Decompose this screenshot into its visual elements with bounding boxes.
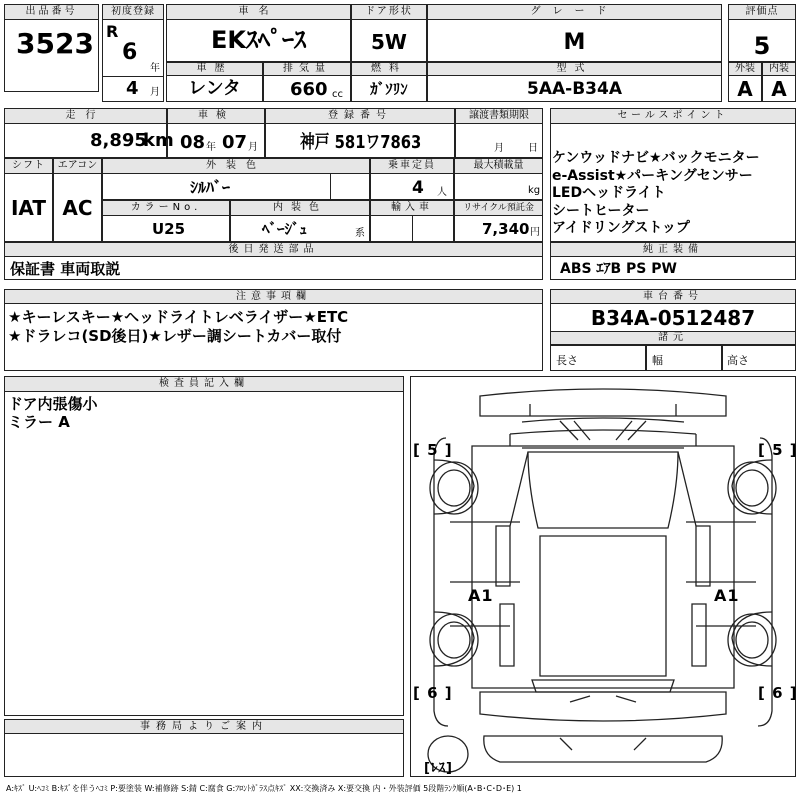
first-reg-year-unit: 年: [150, 63, 160, 74]
chassis-header: 車台番号: [550, 289, 796, 304]
displacement-header: 排気量: [263, 62, 351, 76]
transfer-deadline-month-unit: 月: [494, 143, 504, 154]
inspection-month: 07: [222, 132, 248, 153]
inspection-header: 車検: [167, 108, 265, 124]
recycle-header: リサイクル預託金: [454, 200, 543, 216]
sales-point-item: アイドリングストップ: [552, 220, 690, 236]
transfer-deadline-header: 譲渡書類期限: [455, 108, 543, 124]
first-reg-year: 6: [122, 40, 138, 65]
grade-header: グレード: [427, 4, 722, 20]
aircon-header: エアコン: [53, 158, 102, 174]
fuel-value: ｶﾞｿﾘﾝ: [370, 80, 408, 98]
model-value: 5AA-B34A: [527, 79, 622, 99]
interior-grade-header: 内装: [762, 62, 796, 76]
score-header: 評価点: [728, 4, 796, 20]
shift-value: IAT: [10, 196, 46, 220]
door-value: 5W: [371, 30, 407, 54]
standard-equipment-value: ABS ｴｱB PS PW: [560, 261, 677, 277]
dim-height-label: 高さ: [727, 354, 749, 367]
recycle-value: 7,340: [482, 220, 530, 238]
chassis-value: B34A-0512487: [590, 306, 756, 330]
first-reg-header: 初度登録: [102, 4, 164, 20]
car-name-header: 車名: [166, 4, 351, 20]
shift-header: シフト: [4, 158, 53, 174]
inspector-line: ドア内張傷小: [8, 395, 98, 413]
lot-header: 出品番号: [4, 4, 99, 20]
grade-value: M: [563, 30, 586, 55]
import-divider: [412, 216, 413, 242]
car-diagram: [410, 376, 796, 777]
notes-list: [8, 308, 348, 346]
sales-points-list: [552, 150, 760, 238]
dim-width-label: 幅: [652, 354, 663, 367]
tire-rear-right-label: [ 6 ]: [758, 684, 798, 702]
notes-header: 注意事項欄: [4, 289, 543, 304]
capacity-header: 乗車定員: [370, 158, 454, 174]
history-value: レンタ: [188, 78, 241, 99]
door-header: ドア形状: [351, 4, 427, 20]
notes-line: ★ドラレコ(SD後日)★レザー調シートカバー取付: [8, 327, 342, 345]
exterior-color-divider: [330, 174, 331, 200]
import-header: 輸入車: [370, 200, 454, 216]
inspection-year-unit: 年: [206, 142, 216, 153]
inspector-header: 検査員記入欄: [4, 376, 404, 392]
inspection-year: 08: [180, 132, 206, 153]
max-load-unit: kg: [528, 185, 541, 196]
fuel-header: 燃料: [351, 62, 427, 76]
mileage-value: 8,895: [90, 130, 147, 151]
interior-color-header: 内装色: [230, 200, 370, 216]
exterior-color-value: ｼﾙﾊﾞｰ: [190, 178, 231, 197]
mileage-header: 走行: [4, 108, 167, 124]
sales-point-item: LEDヘッドライト: [552, 185, 666, 201]
recycle-unit: 円: [530, 227, 540, 238]
displacement-value: 660: [290, 79, 328, 100]
standard-equipment-header: 純正装備: [550, 242, 796, 257]
sales-point-item: e-Assist★パーキングセンサー: [552, 167, 753, 184]
later-items-header: 後日発送部品: [4, 242, 543, 257]
max-load-header: 最大積載量: [454, 158, 543, 174]
tire-front-right-label: [ 5 ]: [758, 441, 798, 459]
color-no-value: U25: [152, 220, 186, 238]
transfer-deadline-day-unit: 日: [528, 143, 538, 154]
displacement-unit: cc: [332, 89, 343, 100]
first-reg-month: 4: [126, 78, 139, 99]
aircon-value: AC: [62, 196, 93, 220]
registration-value: 神戸 581ワ7863: [300, 132, 422, 153]
lot-number: 3523: [16, 27, 94, 60]
model-header: 型式: [427, 62, 722, 76]
color-no-header: カラーNo.: [102, 200, 230, 216]
history-header: 車歴: [166, 62, 263, 76]
damage-mark-right: A1: [714, 586, 740, 605]
dimensions-header: 諸元: [550, 331, 796, 345]
interior-color-value: ﾍﾞｰｼﾞｭ: [262, 220, 308, 238]
sales-point-item: シートヒーター: [552, 202, 650, 219]
legend-text: A:ｷｽﾞ U:ﾍｺﾐ B:ｷｽﾞを伴うﾍｺﾐ P:要塗装 W:補修跡 S:錆 C:腐食 G:ﾌﾛﾝﾄｶﾞﾗｽ点ｷｽﾞ XX:交換済み X:要交換 内・外装評価 5段階ﾗﾝｸ順(A･B･C･D･E) 1: [6, 784, 522, 793]
car-name-value: EKｽﾍﾟｰｽ: [211, 26, 306, 54]
exterior-grade-value: A: [737, 77, 753, 101]
tire-rear-left-label: [ 6 ]: [413, 684, 453, 702]
spare-tire-label: [ﾚｽ]: [424, 761, 453, 776]
mileage-unit: km: [143, 130, 174, 151]
capacity-unit: 人: [437, 187, 447, 198]
dim-length-label: 長さ: [556, 354, 578, 367]
capacity-value: 4: [412, 178, 424, 198]
damage-mark-left: A1: [468, 586, 494, 605]
sales-point-item: ケンウッドナビ★バックモニター: [552, 150, 760, 166]
exterior-grade-header: 外装: [728, 62, 762, 76]
inspection-month-unit: 月: [248, 142, 258, 153]
office-header: 事務局よりご案内: [4, 719, 404, 734]
interior-grade-value: A: [771, 77, 787, 101]
later-items-value: 保証書 車両取説: [10, 260, 121, 278]
inspector-list: [8, 395, 98, 431]
first-reg-month-unit: 月: [150, 87, 160, 98]
inspector-line: ミラー A: [8, 413, 70, 431]
registration-header: 登録番号: [265, 108, 455, 124]
sales-points-header: セールスポイント: [550, 108, 796, 124]
interior-color-unit: 系: [355, 228, 365, 239]
tire-front-left-label: [ 5 ]: [413, 441, 453, 459]
notes-line: ★キーレスキー★ヘッドライトレベライザー★ETC: [8, 308, 349, 326]
score-value: 5: [753, 32, 771, 60]
first-reg-era: R: [106, 22, 119, 41]
exterior-color-header: 外装色: [102, 158, 370, 174]
